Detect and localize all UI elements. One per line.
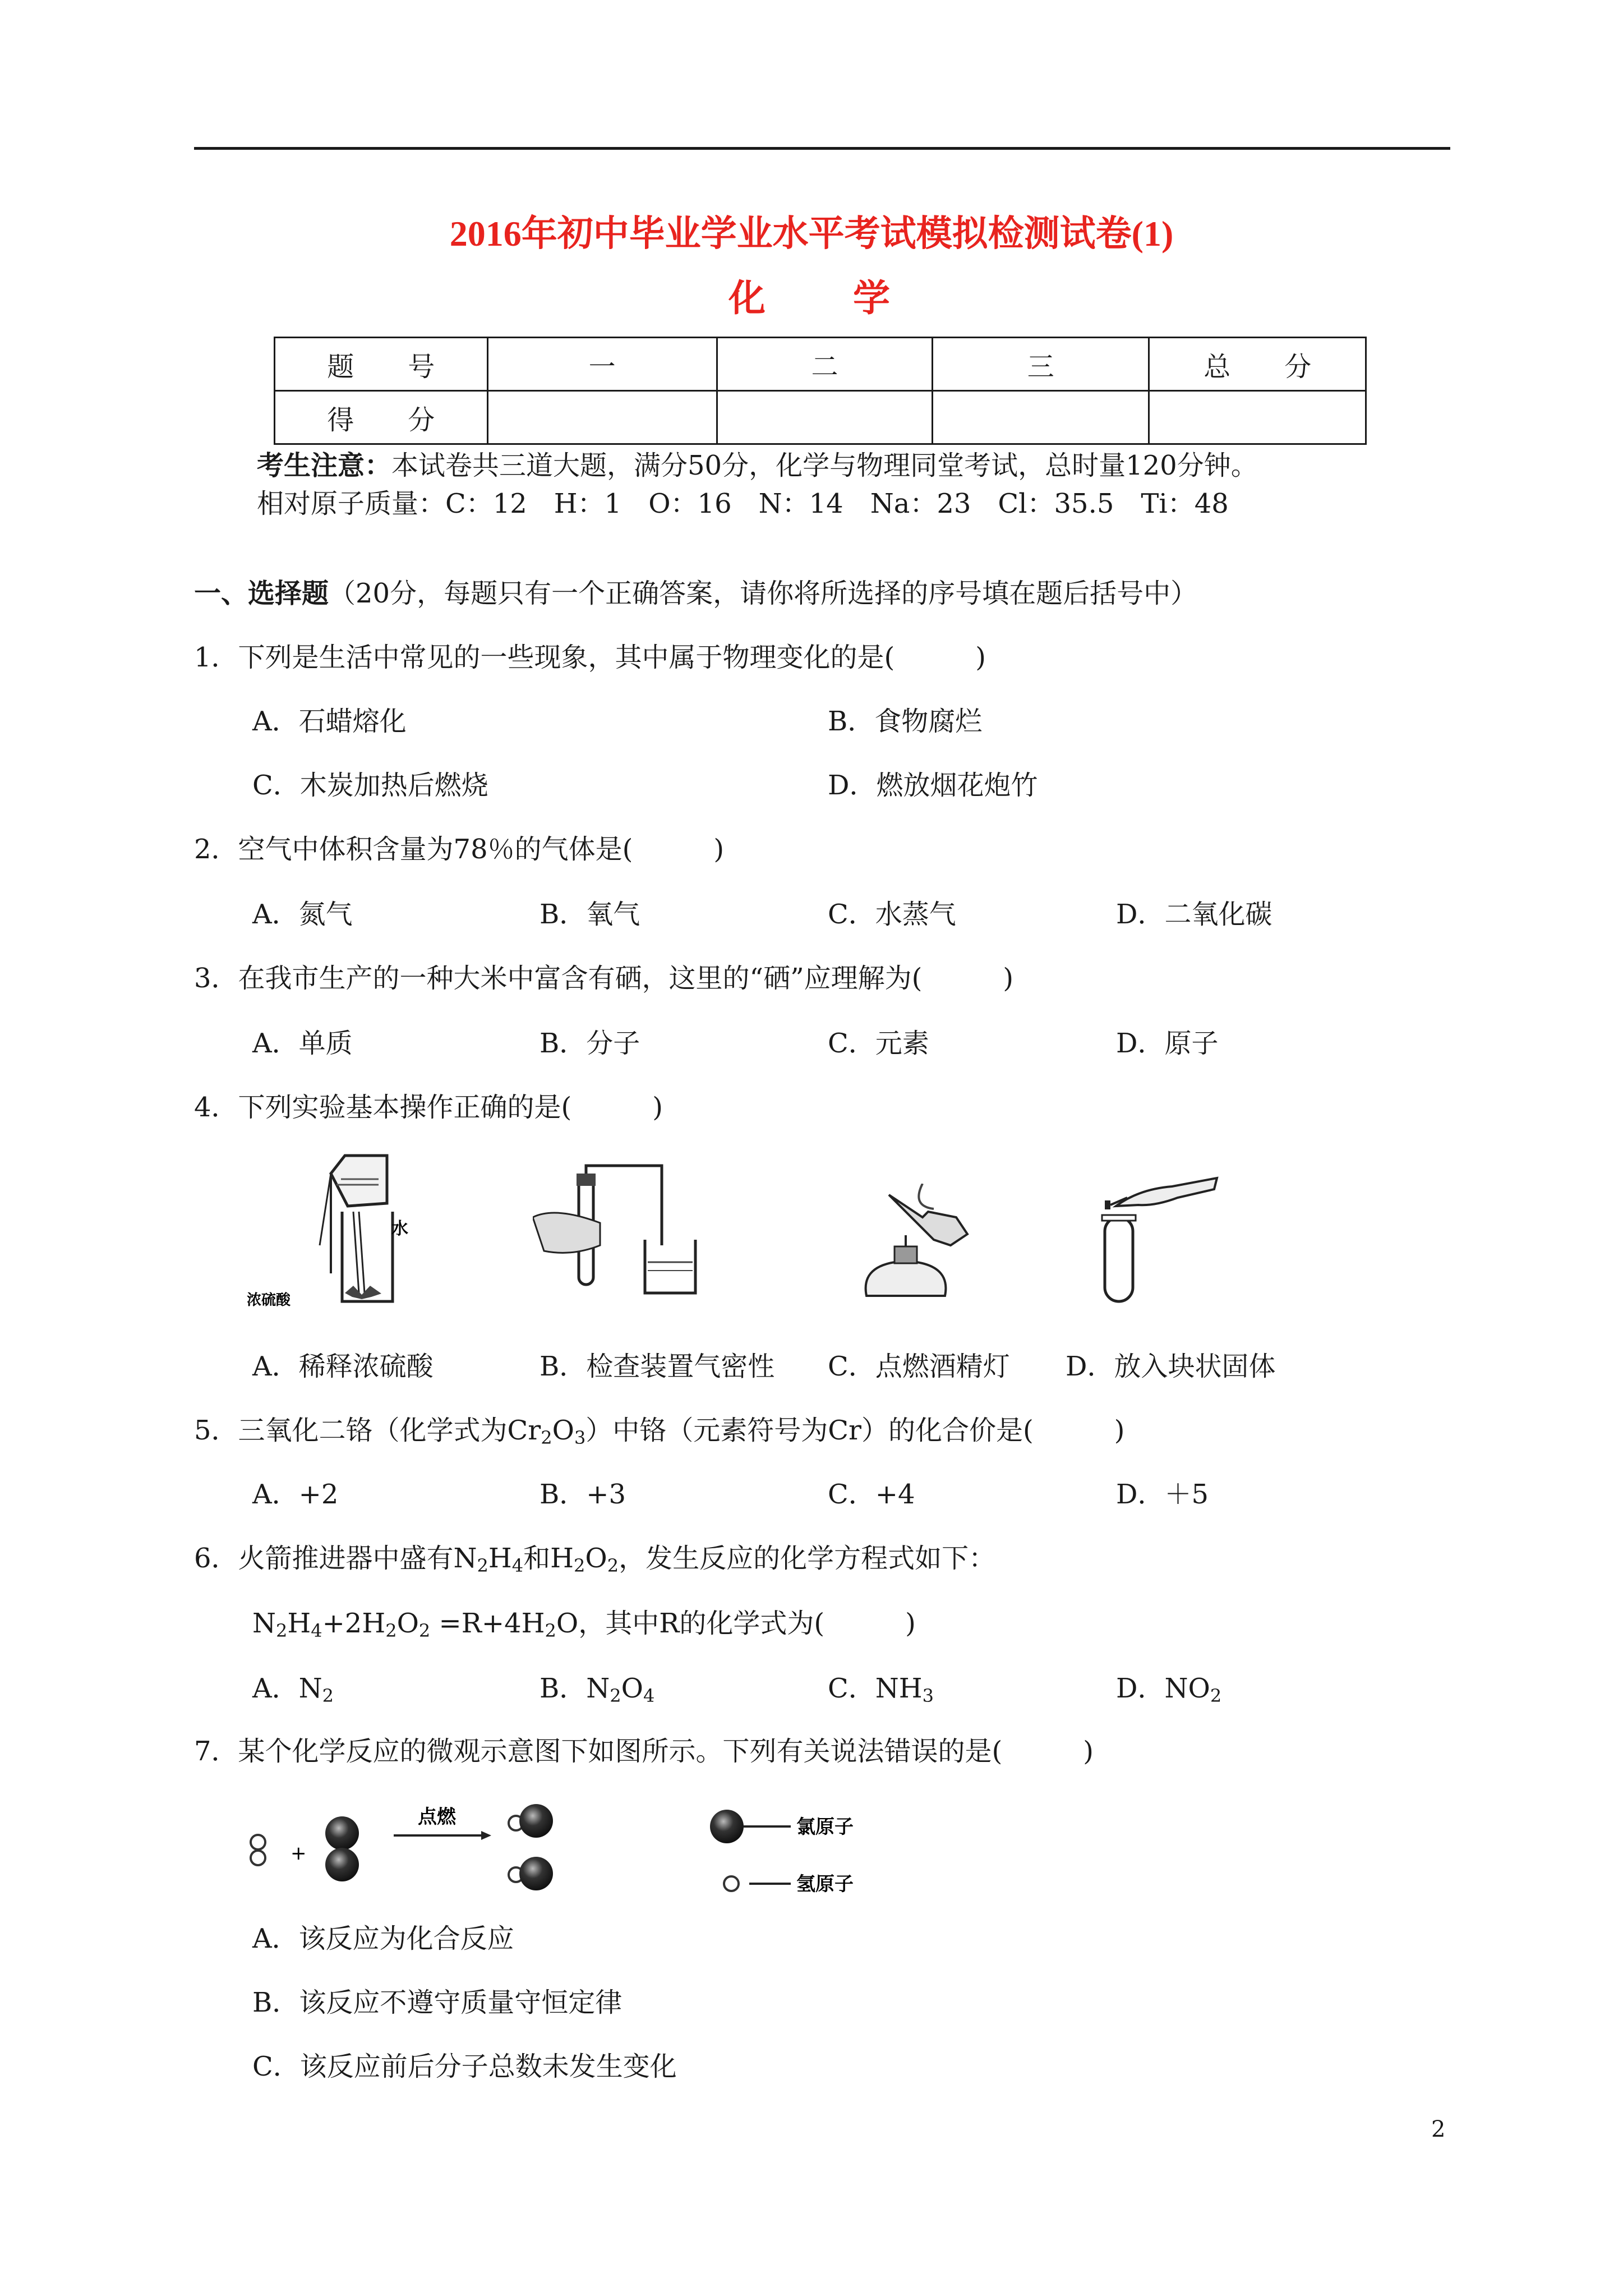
q1-stem: 1．下列是生活中常见的一些现象，其中属于物理变化的是( ) xyxy=(194,642,986,673)
score-table-score-row xyxy=(275,391,1366,444)
q4-option-d[interactable]: D．放入块状固体 xyxy=(1066,1351,1276,1382)
q4-option-a[interactable]: A．稀释浓硫酸 xyxy=(252,1351,434,1382)
chlorine-atom-icon xyxy=(519,1857,553,1890)
q5-option-d[interactable]: D．＋5 xyxy=(1116,1479,1209,1510)
score-cell[interactable] xyxy=(487,391,717,444)
q6-equation: $N_2H_4+2H_2O_2 =R+4H_2O$，其中R的化学式为( ) xyxy=(252,1608,916,1641)
alcohol-lamp-illustration xyxy=(855,1184,984,1307)
atomic-mass-line: 相对原子质量：C：12 H：1 O：16 N：14 Na：23 Cl：35.5 Ti：48 xyxy=(257,488,1229,519)
q6-option-a-text: A．N xyxy=(252,1673,322,1704)
chlorine-atom-icon xyxy=(325,1816,359,1850)
score-header-cell: 三 xyxy=(933,338,1149,391)
q2-option-a[interactable]: A．氮气 xyxy=(252,899,353,930)
score-table xyxy=(274,337,1367,445)
test-tube-illustration xyxy=(1094,1167,1239,1313)
exam-title: 2016年初中毕业学业水平考试模拟检测试卷(1) xyxy=(449,214,1174,254)
q3-option-b[interactable]: B．分子 xyxy=(540,1028,640,1059)
q6-stem: 6．火箭推进器中盛有$N_2H_4$和$H_2O_2$，发生反应的化学方程式如下： xyxy=(194,1543,996,1576)
q1-option-b[interactable]: B．食物腐烂 xyxy=(828,706,983,737)
subscript: 3 xyxy=(574,1427,586,1448)
q3-option-d[interactable]: D．原子 xyxy=(1116,1028,1219,1059)
q6-stem-part: 6．火箭推进器中盛有 xyxy=(194,1543,454,1574)
score-cell[interactable] xyxy=(1149,391,1366,444)
q6-option-d[interactable]: D．$NO_2$ xyxy=(1116,1673,1222,1706)
airtightness-illustration xyxy=(533,1161,712,1307)
hydrogen-atom-icon xyxy=(251,1835,265,1849)
q7-option-c[interactable]: C．该反应前后分子总数未发生变化 xyxy=(252,2051,677,2082)
q2-stem: 2．空气中体积含量为78％的气体是( ) xyxy=(194,834,725,865)
water-label: 水 xyxy=(391,1219,408,1239)
notice-text: 本试卷共三道大题，满分50分，化学与物理同堂考试，总时量120分钟。 xyxy=(391,450,1258,481)
score-header-cell: 二 xyxy=(717,338,932,391)
q1-option-d[interactable]: D．燃放烟花炮竹 xyxy=(828,770,1038,801)
legend-hydrogen-icon xyxy=(724,1876,739,1891)
subscript: 2 xyxy=(541,1427,552,1448)
q6-option-b-text: B．N xyxy=(540,1673,610,1704)
q5-option-c[interactable]: C．+4 xyxy=(828,1479,915,1510)
page-number: 2 xyxy=(1431,2116,1446,2142)
section1-heading: 一、选择题 xyxy=(194,578,329,609)
q6-option-b[interactable]: B．$N_2O_4$ xyxy=(540,1673,655,1706)
q1-option-c[interactable]: C．木炭加热后燃烧 xyxy=(252,770,488,801)
q3-option-c[interactable]: C．元素 xyxy=(828,1028,929,1059)
subject-title: 化 学 xyxy=(728,278,895,319)
legend-hydrogen-label: 氢原子 xyxy=(796,1873,854,1895)
section1-desc: （20分，每题只有一个正确答案，请你将所选择的序号填在题后括号中） xyxy=(329,578,1198,609)
q5-stem-part: 5．三氧化二铬（化学式为Cr xyxy=(194,1415,541,1446)
q1-option-a[interactable]: A．石蜡熔化 xyxy=(252,706,407,737)
legend-chlorine-label: 氯原子 xyxy=(796,1816,854,1838)
score-header-cell: 题 号 xyxy=(275,338,488,391)
q7-stem: 7．某个化学反应的微观示意图下如图所示。下列有关说法错误的是( ) xyxy=(194,1736,1094,1767)
q2-option-b[interactable]: B．氧气 xyxy=(540,899,640,930)
chlorine-atom-icon xyxy=(519,1804,553,1838)
score-row-label: 得 分 xyxy=(275,391,488,444)
score-header-cell: 总 分 xyxy=(1149,338,1366,391)
chlorine-atom-icon xyxy=(325,1848,359,1881)
q2-option-c[interactable]: C．水蒸气 xyxy=(828,899,956,930)
plus-sign: + xyxy=(291,1842,307,1865)
section1-heading-line xyxy=(194,580,1197,607)
q3-stem: 3．在我市生产的一种大米中富含有硒，这里的“硒”应理解为( ) xyxy=(194,963,1014,994)
q6-option-a[interactable]: A．$N_2$ xyxy=(252,1673,334,1706)
q6-stem-part: 和 xyxy=(523,1543,551,1574)
q6-option-c[interactable]: C．$NH_3$ xyxy=(828,1673,934,1706)
q6-stem-part: ，发生反应的化学方程式如下： xyxy=(619,1543,996,1574)
legend-chlorine-icon xyxy=(710,1810,744,1843)
q4-option-b[interactable]: B．检查装置气密性 xyxy=(540,1351,775,1382)
acid-label: 浓硫酸 xyxy=(247,1292,291,1309)
notice-label: 考生注意： xyxy=(257,450,392,481)
q6-equation-tail: ，其中R的化学式为( ) xyxy=(578,1608,916,1639)
score-table-header-row xyxy=(275,338,1366,391)
score-header-cell: 一 xyxy=(487,338,717,391)
hydrogen-atom-icon xyxy=(251,1851,265,1865)
dilute-acid-illustration xyxy=(247,1139,437,1318)
notice-line xyxy=(257,452,1258,479)
score-cell[interactable] xyxy=(717,391,932,444)
q4-option-c[interactable]: C．点燃酒精灯 xyxy=(828,1351,1010,1382)
header-rule xyxy=(194,147,1450,150)
q7-option-b[interactable]: B．该反应不遵守质量守恒定律 xyxy=(252,1987,623,2018)
q5-option-b[interactable]: B．+3 xyxy=(540,1479,626,1510)
q3-option-a[interactable]: A．单质 xyxy=(252,1028,353,1059)
q4-stem: 4．下列实验基本操作正确的是( ) xyxy=(194,1092,663,1123)
q5-stem-part: ）中铬（元素符号为Cr）的化合价是( ) xyxy=(585,1415,1125,1446)
score-cell[interactable] xyxy=(933,391,1149,444)
q5-stem-part: O xyxy=(552,1415,574,1446)
arrow-label: 点燃 xyxy=(418,1806,456,1828)
reaction-micro-diagram xyxy=(247,1789,948,1902)
q2-option-d[interactable]: D．二氧化碳 xyxy=(1116,899,1272,930)
q6-option-c-text: C．NH xyxy=(828,1673,923,1704)
q7-option-a[interactable]: A．该反应为化合反应 xyxy=(252,1923,514,1954)
q5-option-a[interactable]: A．+2 xyxy=(252,1479,339,1510)
q6-option-d-text: D．NO xyxy=(1116,1673,1210,1704)
q5-stem xyxy=(194,1415,1125,1448)
